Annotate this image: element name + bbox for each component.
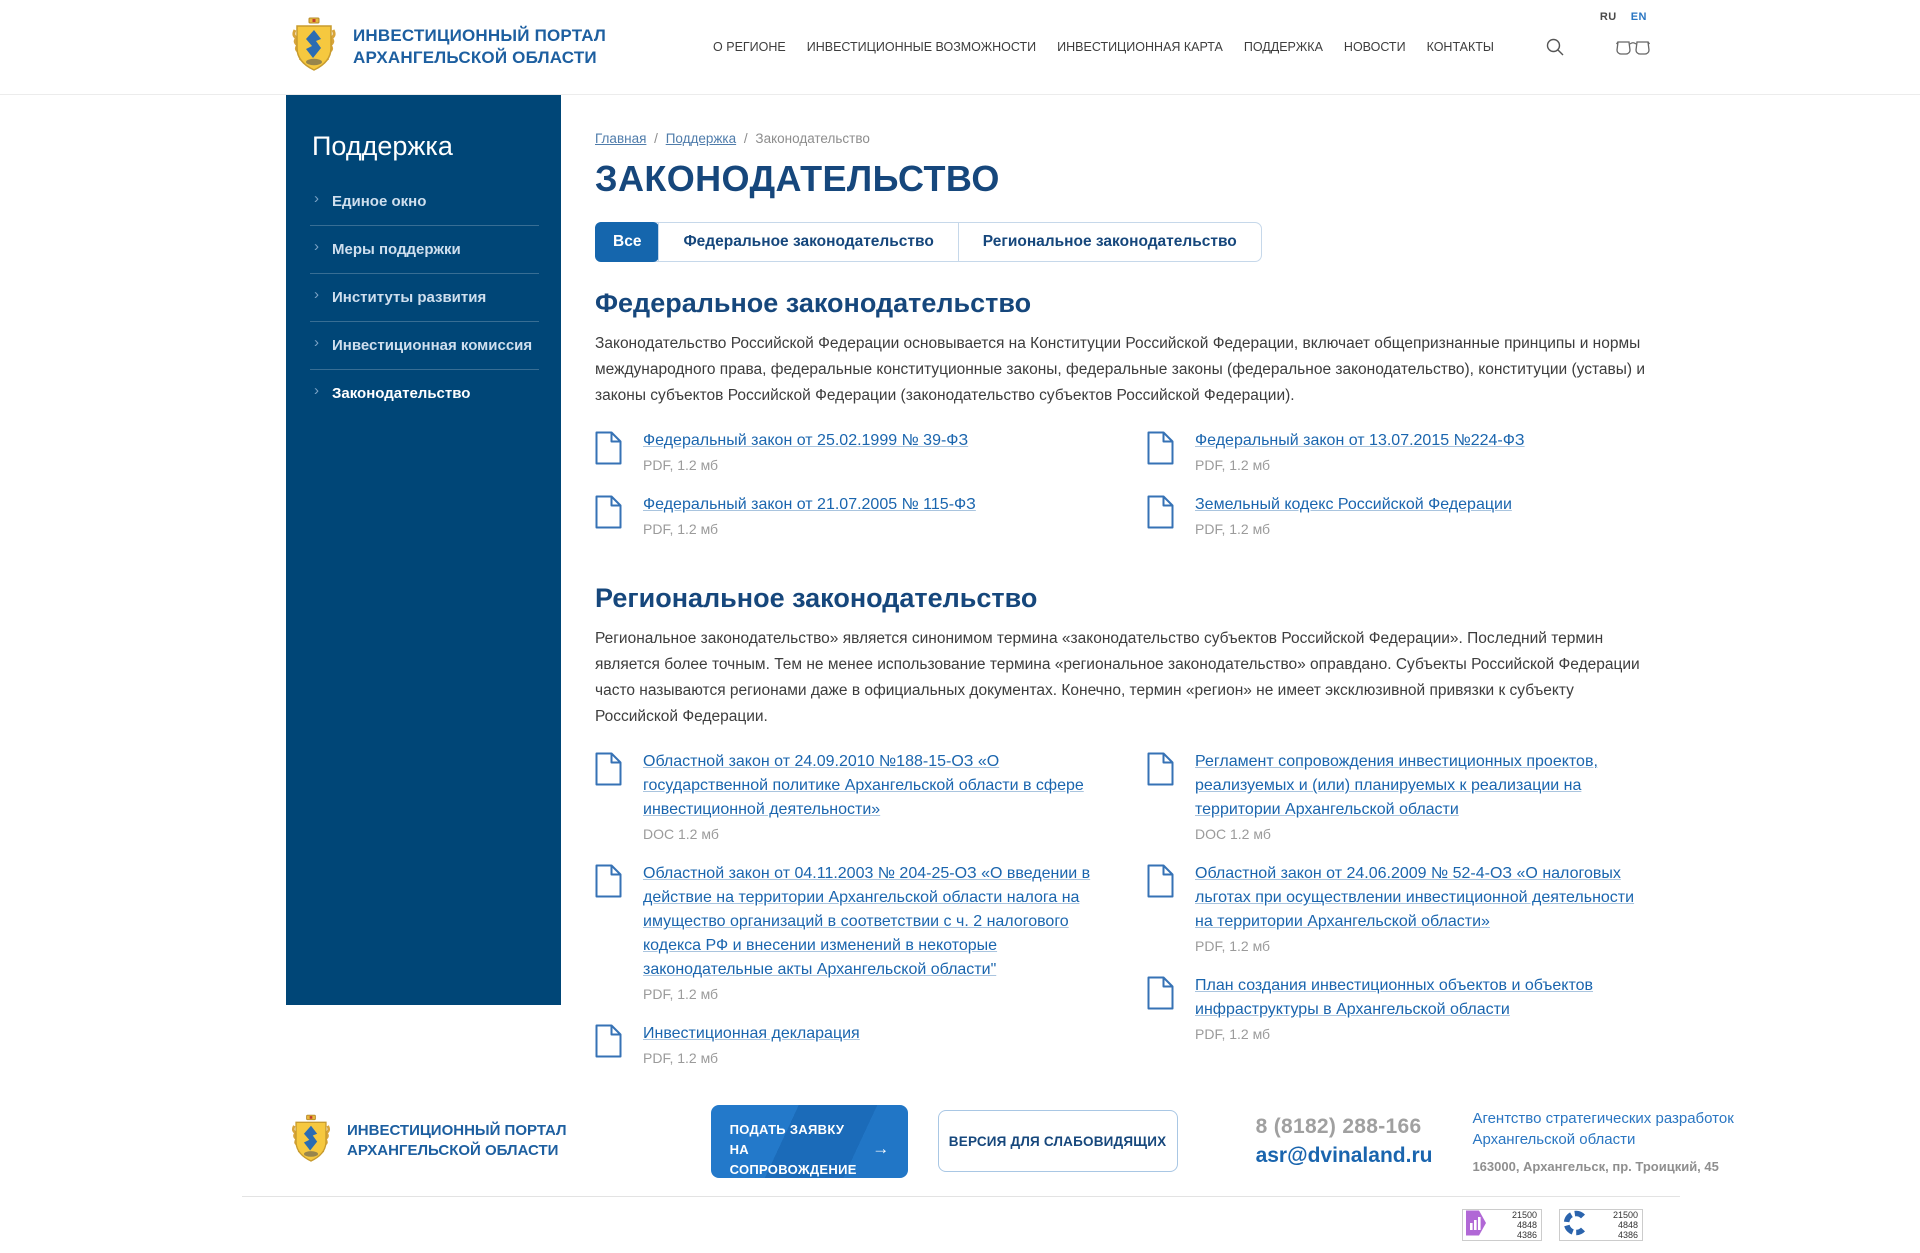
chevron-right-icon: › (314, 334, 319, 351)
email-link[interactable]: asr@dvinaland.ru (1255, 1143, 1433, 1167)
doc-item (1147, 429, 1655, 473)
document-icon (1147, 864, 1174, 954)
accessibility-glasses-icon[interactable] (1616, 39, 1650, 56)
nav-invest-map[interactable]: ИНВЕСТИЦИОННАЯ КАРТА (1057, 40, 1223, 54)
footer-bottom-bar (242, 1196, 1680, 1253)
document-icon (595, 752, 622, 842)
doc-item (595, 750, 1103, 842)
coat-of-arms-icon (289, 1114, 333, 1169)
tab-federal[interactable]: Федеральное законодательство (658, 223, 957, 261)
tab-regional[interactable]: Региональное законодательство (958, 223, 1261, 261)
sidebar-title: Поддержка (312, 131, 453, 161)
site-title: ИНВЕСТИЦИОННЫЙ ПОРТАЛ АРХАНГЕЛЬСКОЙ ОБЛАСТИ (353, 25, 607, 67)
phone-number: 8 (8182) 288-166 (1255, 1114, 1422, 1138)
document-icon (1147, 431, 1174, 473)
doc-column-left (595, 429, 1103, 557)
sidebar-item-development-institutes[interactable] (310, 274, 539, 322)
doc-column-right (1147, 750, 1655, 1086)
doc-link[interactable]: Федеральный закон от 25.02.1999 № 39-ФЗ (643, 432, 969, 450)
metrika-icon (1465, 1209, 1487, 1242)
arrow-right-icon: → (872, 1139, 890, 1159)
nav-invest-opportunities[interactable]: ИНВЕСТИЦИОННЫЕ ВОЗМОЖНОСТИ (806, 40, 1037, 54)
footer (0, 1086, 1920, 1196)
legislation-tabs (595, 222, 1262, 262)
doc-item (1147, 493, 1655, 537)
document-icon (1147, 976, 1174, 1042)
doc-meta: PDF, 1.2 мб (1195, 1026, 1271, 1043)
doc-link[interactable]: План создания инвестиционных объектов и объектов инфраструктуры в Архангельской области (1195, 977, 1594, 1019)
apply-support-label: ПОДАТЬ ЗАЯВКУ НА СОПРОВОЖДЕНИЕ (729, 1121, 857, 1177)
language-switch (1600, 11, 1647, 23)
sidebar-item-label: Единое окно (332, 193, 427, 210)
doc-link[interactable]: Федеральный закон от 13.07.2015 №224-ФЗ (1195, 432, 1525, 450)
sidebar-item-single-window[interactable] (310, 178, 539, 226)
regional-section-text: Региональное законодательство» является синонимом термина «законодательство субъектов Российской Федерации». Последний термин является более точным. Тем не менее использование термина «региональное законодательство» оправдано. Субъекты Российской Федерации часто называются регионами даже в официальных документах. Конечно, термин «регион» не имеет эксклюзивной привязки к субъекту Российской Федерации. (595, 630, 1640, 726)
site-header (0, 0, 1920, 95)
agency-name: Агентство стратегических разработок Архангельской области (1472, 1110, 1734, 1149)
doc-meta: PDF, 1.2 мб (643, 521, 719, 538)
doc-item (1147, 862, 1655, 954)
doc-meta: PDF, 1.2 мб (643, 457, 719, 474)
apply-support-button[interactable] (711, 1105, 908, 1178)
regional-doc-list (595, 750, 1655, 1086)
chevron-right-icon: › (314, 190, 319, 207)
doc-meta: PDF, 1.2 мб (1195, 521, 1271, 538)
page-title: ЗАКОНОДАТЕЛЬСТВО (595, 158, 1000, 199)
document-icon (595, 431, 622, 473)
sidebar-item-label: Инвестиционная комиссия (332, 337, 533, 354)
tab-all[interactable]: Все (595, 222, 659, 262)
lang-en[interactable]: EN (1630, 11, 1647, 23)
metrika-counter-badge[interactable] (1462, 1209, 1542, 1241)
footer-logo[interactable] (289, 1114, 567, 1169)
doc-column-left (595, 750, 1103, 1086)
document-icon (595, 1024, 622, 1066)
doc-item (595, 862, 1103, 1002)
doc-meta: DOC 1.2 мб (643, 826, 719, 843)
doc-link[interactable]: Областной закон от 24.06.2009 № 52-4-ОЗ «О налоговых льготах при осуществлении инвестиционной деятельности на территории Архангельской области» (1195, 865, 1635, 931)
document-icon (1147, 495, 1174, 537)
support-sidebar (286, 95, 561, 1005)
doc-link[interactable]: Земельный кодекс Российской Федерации (1195, 496, 1512, 514)
doc-meta: PDF, 1.2 мб (1195, 938, 1271, 955)
chevron-right-icon: › (314, 382, 319, 399)
doc-column-right (1147, 429, 1655, 557)
doc-link[interactable]: Областной закон от 04.11.2003 № 204-25-ОЗ «О введении в действие на территории Архангельской области налога на имущество организаций в соответствии с ч. 2 налогового кодекса РФ и внесении изменений в некоторые законодательные акты Архангельской области" (643, 865, 1091, 979)
document-icon (1147, 752, 1174, 842)
document-icon (595, 495, 622, 537)
doc-link[interactable]: Федеральный закон от 21.07.2005 № 115-ФЗ (643, 496, 976, 514)
doc-link[interactable]: Областной закон от 24.09.2010 №188-15-ОЗ «О государственной политике Архангельской области в сфере инвестиционной деятельности» (643, 753, 1084, 819)
doc-item (1147, 974, 1655, 1042)
doc-meta: PDF, 1.2 мб (1195, 457, 1271, 474)
counter-values: 21500 4848 4386 (1511, 1209, 1537, 1241)
site-logo[interactable] (289, 17, 606, 78)
doc-item (595, 1022, 1103, 1066)
accessible-version-label: ВЕРСИЯ ДЛЯ СЛАБОВИДЯЩИХ (948, 1133, 1167, 1149)
sidebar-item-investment-commission[interactable] (310, 322, 539, 370)
breadcrumb (595, 131, 1655, 146)
federal-section-heading: Федеральное законодательство (595, 288, 1032, 318)
breadcrumb-separator: / (654, 131, 658, 146)
chevron-right-icon: › (314, 286, 319, 303)
document-icon (595, 864, 622, 1002)
footer-site-title: ИНВЕСТИЦИОННЫЙ ПОРТАЛ АРХАНГЕЛЬСКОЙ ОБЛАСТИ (347, 1121, 567, 1160)
federal-section-text: Законодательство Российской Федерации основывается на Конституции Российской Федерации, включает общепризнанные принципы и нормы международного права, федеральные конституционные законы, федеральные законы (федеральное законодательство), конституции (уставы) и законы субъектов Российской Федерации (законодательство субъектов Российской Федерации). (595, 335, 1645, 405)
sidebar-item-label: Меры поддержки (332, 241, 461, 258)
nav-about-region[interactable]: О РЕГИОНЕ (713, 40, 786, 54)
doc-link[interactable]: Регламент сопровождения инвестиционных проектов, реализуемых и (или) планируемых к реализации на территории Архангельской области (1195, 753, 1598, 819)
doc-item (595, 493, 1103, 537)
nav-news[interactable]: НОВОСТИ (1343, 40, 1406, 54)
regional-section-heading: Региональное законодательство (595, 583, 1038, 614)
accessible-version-button[interactable] (938, 1110, 1178, 1172)
sputnik-counter-badge[interactable] (1559, 1209, 1643, 1241)
doc-item (1147, 750, 1655, 842)
sidebar-item-label: Законодательство (332, 385, 471, 402)
page-body (0, 95, 1920, 1086)
coat-of-arms-icon (289, 17, 339, 78)
sidebar-item-label: Институты развития (332, 289, 487, 306)
nav-contacts[interactable]: КОНТАКТЫ (1426, 40, 1494, 54)
counter-values: 21500 4848 4386 (1612, 1209, 1638, 1241)
main-content (595, 95, 1655, 1086)
footer-contacts (1256, 1115, 1433, 1168)
sputnik-icon (1562, 1210, 1588, 1241)
doc-meta: PDF, 1.2 мб (643, 986, 719, 1003)
federal-doc-list (595, 429, 1655, 557)
breadcrumb-support[interactable]: Поддержка (665, 131, 737, 146)
main-nav (713, 37, 1650, 57)
sidebar-item-support-measures[interactable] (310, 226, 539, 274)
breadcrumb-home[interactable]: Главная (595, 131, 647, 146)
breadcrumb-separator: / (743, 131, 748, 146)
doc-item (595, 429, 1103, 473)
agency-address: 163000, Архангельск, пр. Троицкий, 45 (1472, 1159, 1719, 1175)
doc-meta: DOC 1.2 мб (1195, 826, 1271, 843)
sidebar-item-legislation[interactable] (310, 370, 539, 417)
doc-link[interactable]: Инвестиционная декларация (643, 1025, 860, 1043)
agency-info (1472, 1108, 1733, 1174)
search-icon[interactable] (1545, 37, 1565, 57)
breadcrumb-current: Законодательство (755, 131, 870, 146)
doc-meta: PDF, 1.2 мб (643, 1050, 719, 1067)
chevron-right-icon: › (314, 238, 319, 255)
lang-ru[interactable]: RU (1599, 11, 1617, 23)
nav-support[interactable]: ПОДДЕРЖКА (1243, 40, 1323, 54)
